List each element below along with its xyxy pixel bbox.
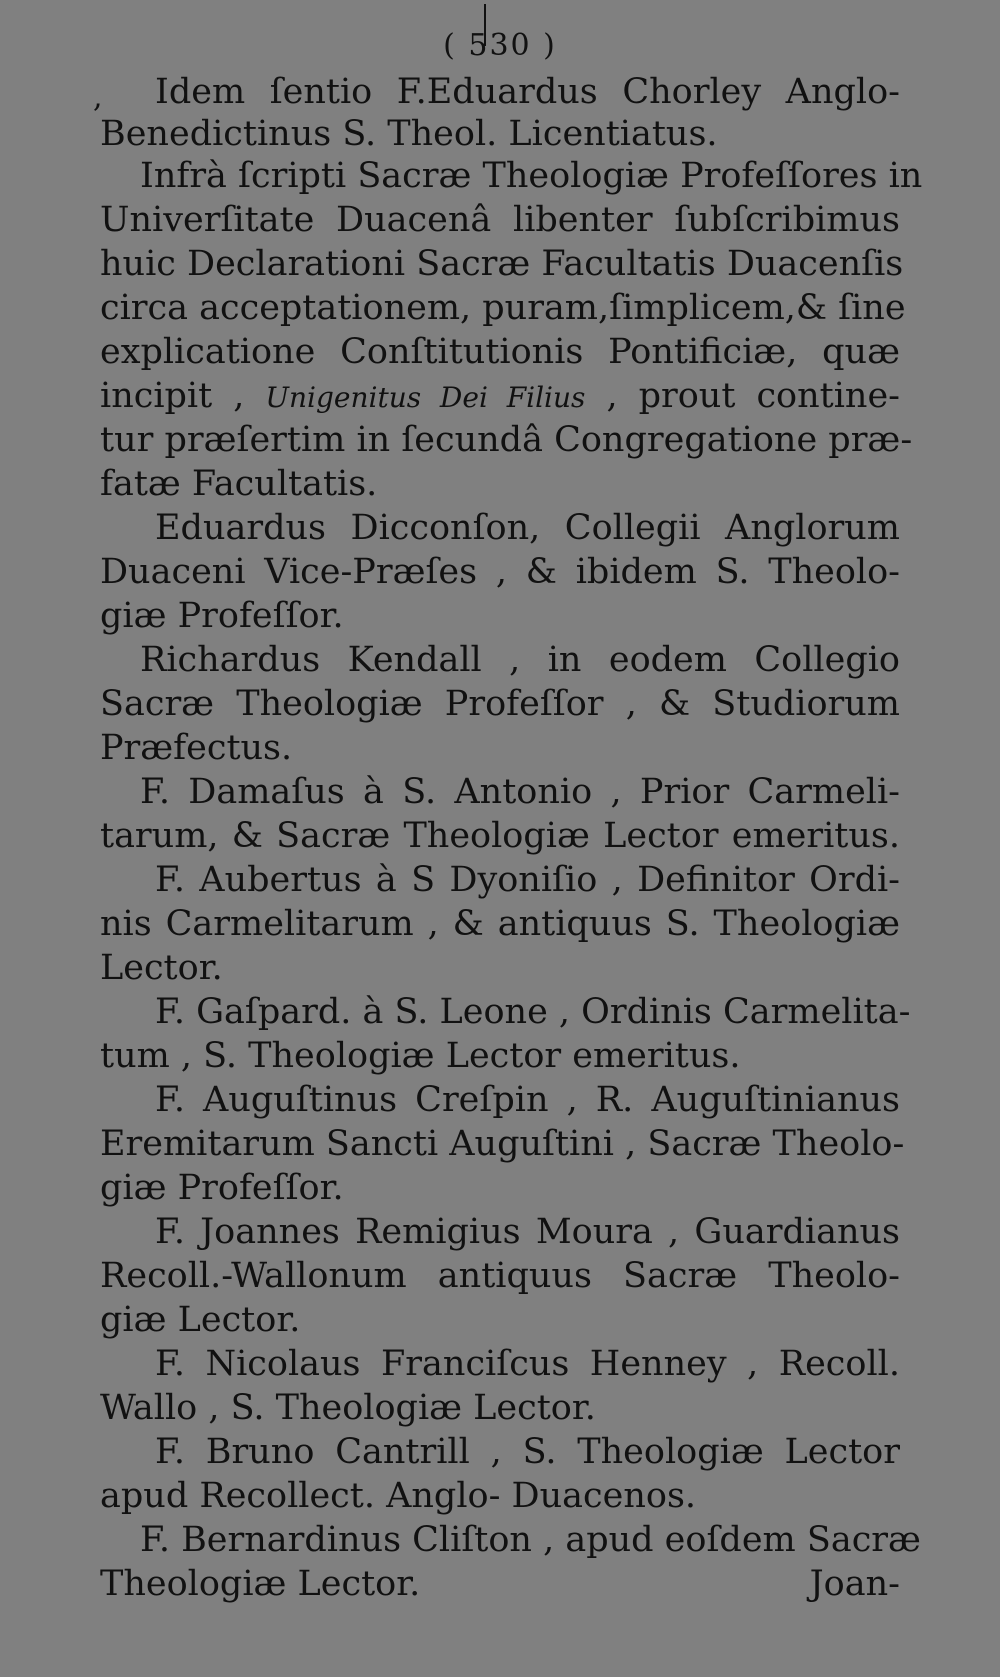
line-text: tur præſertim in ſecundâ Congregatione præ-: [100, 420, 913, 460]
line-text: fatæ Facultatis.: [100, 464, 378, 504]
line-text-cont: , prout contine-: [585, 376, 900, 416]
text-line: [100, 198, 900, 242]
line-text: explicatione Conſtitutionis Pontificiæ, quæ: [100, 332, 900, 372]
line-text: giæ Profeſſor.: [100, 1168, 344, 1208]
text-line: [155, 1210, 900, 1254]
line-text: F. Aubertus à S Dyoniſio , Definitor Ordi-: [155, 860, 900, 900]
text-line: [155, 1430, 900, 1474]
line-text: F. Damaſus à S. Antonio , Prior Carmeli-: [140, 772, 900, 812]
line-text: F. Auguſtinus Creſpin , R. Auguſtinianus: [155, 1080, 900, 1120]
line-text: F. Joannes Remigius Moura , Guardianus: [155, 1212, 900, 1252]
text-line: [100, 726, 900, 770]
text-line: [100, 1122, 905, 1166]
text-line: [155, 70, 900, 114]
line-text: Infrà ſcripti Sacræ Theologiæ Profeſſores in: [140, 156, 923, 196]
line-text: Theologiæ Lector.: [100, 1564, 421, 1604]
text-line: [100, 1298, 900, 1342]
line-text: Benedictinus S. Theol. Licentiatus.: [100, 114, 718, 154]
text-line: [100, 814, 900, 858]
text-line: [100, 242, 904, 286]
line-text: Sacræ Theologiæ Profeſſor , & Studiorum: [100, 684, 900, 724]
text-line: [100, 1474, 900, 1518]
line-text: Lector.: [100, 948, 223, 988]
line-text: F. Bernardinus Cliſton , apud eoſdem Sacræ: [140, 1520, 921, 1560]
line-text: tum , S. Theologiæ Lector emeritus.: [100, 1036, 741, 1076]
text-line: [100, 462, 900, 506]
line-text: Richardus Kendall , in eodem Collegio: [140, 640, 900, 680]
text-line: [100, 112, 900, 156]
line-text: Univerſitate Duacenâ libenter ſubſcribimus: [100, 200, 900, 240]
line-text: Idem ſentio F.Eduardus Chorley Anglo-: [155, 72, 900, 112]
line-text: F. Nicolaus Franciſcus Henney , Recoll.: [155, 1344, 900, 1384]
text-line: [100, 682, 900, 726]
line-text: apud Recollect. Anglo- Duacenos.: [100, 1476, 697, 1516]
text-line: [100, 286, 906, 330]
line-text: tarum, & Sacræ Theologiæ Lector emeritus.: [100, 816, 900, 856]
text-line: [155, 506, 900, 550]
margin-mark: ,: [93, 80, 103, 115]
text-line: [100, 374, 900, 420]
text-line: [155, 1342, 900, 1386]
text-line: [140, 1518, 921, 1562]
text-line: [155, 1078, 900, 1122]
text-line: [100, 1034, 900, 1078]
line-text: Præfectus.: [100, 728, 293, 768]
text-line: [100, 946, 900, 990]
text-line: [155, 990, 911, 1034]
line-text: huic Declarationi Sacræ Facultatis Duacenſis: [100, 244, 904, 284]
line-text: incipit ,: [100, 376, 266, 416]
line-text: circa acceptationem, puram,ſimplicem,& ſine: [100, 288, 906, 328]
line-text: Wallo , S. Theologiæ Lector.: [100, 1388, 596, 1428]
line-text: Duaceni Vice-Præſes , & ibidem S. Theolo-: [100, 552, 900, 592]
text-line: [100, 418, 913, 462]
text-line: [100, 330, 900, 374]
line-text: Eremitarum Sancti Auguſtini , Sacræ Theolo-: [100, 1124, 905, 1164]
italic-title: Unigenitus Dei Filius: [265, 381, 586, 414]
text-line: [140, 770, 900, 814]
line-text: nis Carmelitarum , & antiquus S. Theologiæ: [100, 904, 900, 944]
text-line: [100, 1562, 900, 1606]
line-text: F. Bruno Cantrill , S. Theologiæ Lector: [155, 1432, 900, 1472]
text-line: [100, 1254, 900, 1298]
line-text: F. Gaſpard. à S. Leone , Ordinis Carmelita-: [155, 992, 911, 1032]
line-text: Eduardus Dicconſon, Collegii Anglorum: [155, 508, 900, 548]
text-line: [100, 902, 900, 946]
text-line: [100, 1166, 900, 1210]
text-line: [100, 594, 900, 638]
line-text: giæ Profeſſor.: [100, 596, 344, 636]
text-line: [140, 638, 900, 682]
catchword: Joan-: [809, 1564, 900, 1604]
text-line: [100, 1386, 900, 1430]
page-number: ( 530 ): [443, 28, 557, 63]
line-text: giæ Lector.: [100, 1300, 301, 1340]
text-line: [155, 858, 900, 902]
text-line: [140, 154, 923, 198]
line-text: Recoll.-Wallonum antiquus Sacræ Theolo-: [100, 1256, 900, 1296]
text-line: [100, 550, 900, 594]
